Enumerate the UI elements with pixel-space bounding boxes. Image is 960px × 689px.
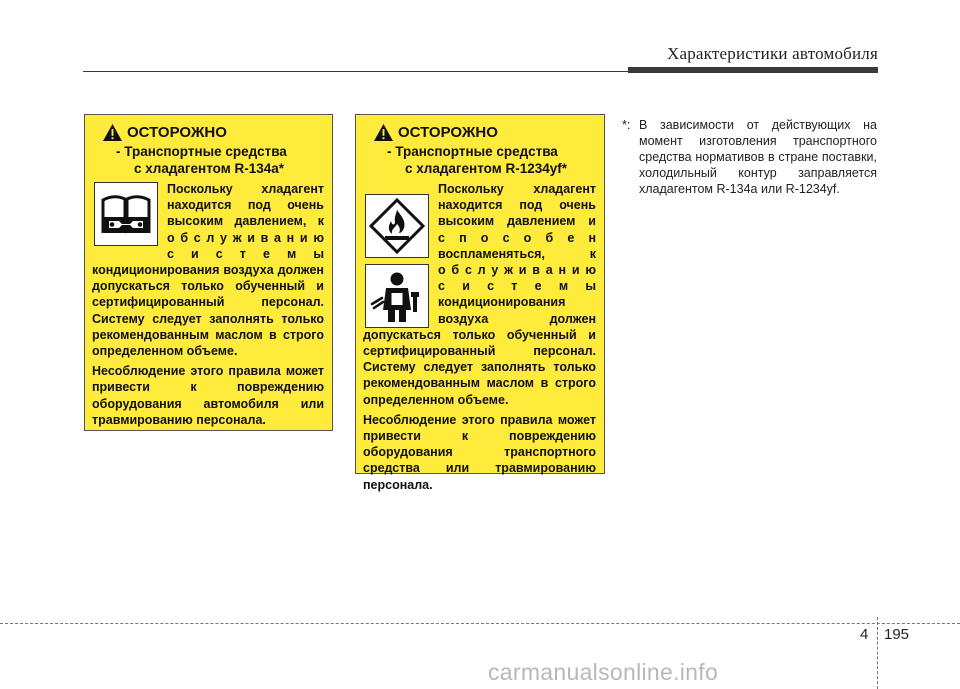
site-watermark: carmanualsonline.info bbox=[488, 659, 719, 685]
warning-header bbox=[373, 123, 596, 142]
warning-text-intro: Поскольку хладагент находится под очень высоким давлением, к о б с л у ж и в а н и ю с и с т е м ы bbox=[167, 182, 324, 261]
pictogram-frame bbox=[365, 264, 429, 328]
warning-triangle-icon bbox=[102, 123, 123, 142]
warning-subtitle: - Транспортные средства bbox=[116, 144, 287, 159]
chapter-number: 4 bbox=[860, 626, 869, 643]
footer-rule bbox=[0, 623, 960, 624]
warning-title: ОСТОРОЖНО bbox=[127, 124, 227, 141]
header-rule-accent bbox=[628, 67, 878, 73]
qualified-technician-icon bbox=[369, 268, 425, 324]
warning-subtitle: - Транспортные средства bbox=[387, 144, 558, 159]
pictogram-frame bbox=[365, 194, 429, 258]
warning-header bbox=[102, 123, 324, 142]
warning-text-consequence: Несоблюдение этого правила может привести к повреждению оборудования транспортного средства или травмированию персонала. bbox=[363, 412, 596, 492]
warning-subtitle-refrigerant: с хладагентом R-1234yf* bbox=[405, 161, 567, 176]
footnote-text: В зависимости от действующих на момент изготовления транспортного средства нормативов в стране поставки, холодильный контур заправляется хладагентом R-134a или R-1234yf. bbox=[639, 118, 877, 196]
warning-subtitle-refrigerant: с хладагентом R-134a* bbox=[134, 161, 284, 176]
chapter-title: Характеристики автомобиля bbox=[667, 44, 878, 63]
refrigerant-footnote bbox=[622, 117, 877, 197]
warning-text-consequence: Несоблюдение этого правила может привести к повреждению оборудования автомобиля или травмированию персонала. bbox=[92, 364, 324, 427]
footnote-marker: *: bbox=[622, 118, 631, 132]
warning-text-intro: Поскольку хладагент находится под очень высоким давлением и с п о с о б е н воспламеняться, к о б с л у ж и в а н и ю с и с т е м ы кондиционирования воздуха должен bbox=[438, 182, 596, 326]
warning-top-zone bbox=[363, 181, 596, 327]
warning-box-r1234yf bbox=[355, 114, 605, 492]
warning-box-r134a bbox=[84, 114, 333, 431]
pictogram-frame bbox=[94, 182, 158, 246]
header-rule bbox=[83, 71, 628, 72]
warning-title: ОСТОРОЖНО bbox=[398, 124, 498, 141]
warning-text-main: допускаться только обученный и сертифицированный персонал. Систему следует заполнять только рекомендованным маслом в строго определенном объеме. bbox=[363, 327, 596, 407]
warning-top-zone bbox=[92, 181, 324, 262]
warning-text-main: кондиционирования воздуха должен допускаться только обученный и сертифицированный персонал. Систему следует заполнять только рекомендованным маслом в строго определенном объеме. bbox=[92, 263, 324, 359]
service-manual-icon bbox=[98, 186, 154, 242]
flammable-icon bbox=[369, 198, 425, 254]
page-number: 195 bbox=[884, 626, 910, 643]
warning-triangle-icon bbox=[373, 123, 394, 142]
page-number-divider bbox=[877, 617, 878, 689]
